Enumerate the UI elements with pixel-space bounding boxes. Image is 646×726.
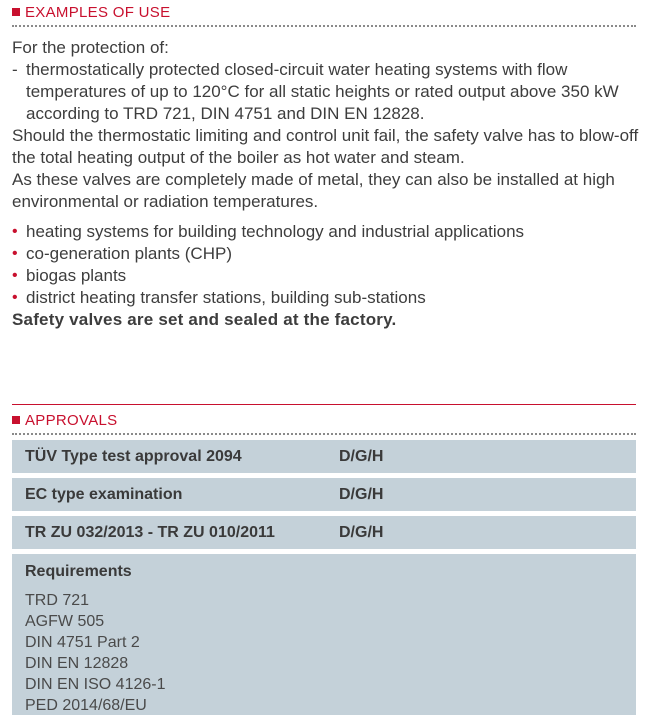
approval-class: D/G/H (339, 447, 384, 465)
approval-name: TÜV Type test approval 2094 (25, 447, 242, 465)
dotted-divider (12, 433, 636, 435)
requirement-item: DIN EN 12828 (25, 655, 129, 672)
bullet-dot-icon: • (12, 245, 18, 262)
paragraph-metal: As these valves are completely made of metal, they can also be installed at high environmental or radiation temperatures. (12, 170, 615, 211)
approval-class: D/G/H (339, 485, 384, 503)
approval-class: D/G/H (339, 523, 384, 541)
factory-note: Safety valves are set and sealed at the factory. (12, 310, 397, 329)
bullet-square-icon (12, 8, 20, 16)
bullet-dot-icon: • (12, 289, 18, 306)
list-item: • heating systems for building technology and industrial applications (12, 222, 525, 241)
paragraph-fail: Should the thermostatic limiting and control unit fail, the safety valve has to blow-off the total heating output of the boiler as hot water and steam. (12, 126, 639, 167)
examples-body (12, 37, 642, 331)
requirement-item: DIN 4751 Part 2 (25, 634, 140, 651)
approval-name: EC type examination (25, 485, 183, 503)
table-row (12, 516, 636, 549)
table-row (12, 478, 636, 511)
intro-text: For the protection of: (12, 38, 169, 57)
list-item: • district heating transfer stations, building sub-stations (12, 288, 426, 307)
section-divider (12, 404, 636, 405)
list-item: • co-generation plants (CHP) (12, 244, 232, 263)
approvals-section-header (12, 410, 636, 435)
dash-list-item: - thermostatically protected closed-circuit water heating systems with flow temperatures of up to 120°C for all static heights or rated output above 350 kW according to TRD 721, DIN 4751 and DIN EN 12828. (12, 59, 642, 125)
dash-item-text: thermostatically protected closed-circuit water heating systems with flow temperatures of up to 120°C for all static heights or rated output above 350 kW according to TRD 721, DIN 4751 and DIN EN 12828. (26, 60, 619, 123)
requirement-item: DIN EN ISO 4126-1 (25, 676, 166, 693)
examples-section-header (12, 2, 636, 27)
approvals-heading: APPROVALS (25, 411, 118, 429)
bullet-square-icon (12, 416, 20, 424)
dotted-divider (12, 25, 636, 27)
applications-list (12, 221, 642, 309)
requirement-item: PED 2014/68/EU (25, 697, 147, 714)
list-item: • biogas plants (12, 266, 127, 285)
bullet-dot-icon: • (12, 267, 18, 284)
bullet-dot-icon: • (12, 223, 18, 240)
approvals-table (12, 440, 636, 715)
approval-name: TR ZU 032/2013 - TR ZU 010/2011 (25, 523, 275, 541)
requirements-box (12, 554, 636, 715)
requirement-item: TRD 721 (25, 592, 90, 609)
examples-heading: EXAMPLES OF USE (25, 3, 171, 21)
table-row (12, 440, 636, 473)
requirements-heading: Requirements (25, 563, 132, 580)
requirement-item: AGFW 505 (25, 613, 105, 630)
